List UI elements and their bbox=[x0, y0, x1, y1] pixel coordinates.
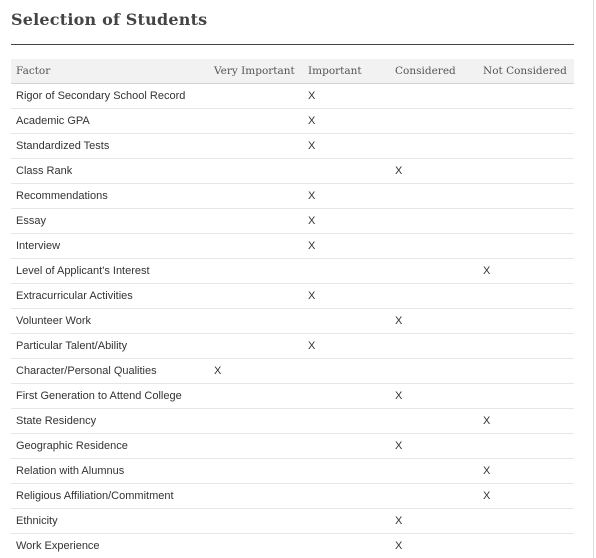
very-important-mark bbox=[209, 333, 303, 358]
important-mark: X bbox=[308, 339, 316, 352]
not-considered-mark bbox=[478, 433, 574, 458]
important-mark bbox=[303, 533, 390, 558]
very-important-mark: X bbox=[214, 364, 222, 377]
very-important-mark bbox=[209, 83, 303, 108]
table-row bbox=[11, 183, 574, 208]
considered-mark: X bbox=[395, 439, 403, 452]
table-row bbox=[11, 333, 574, 358]
table-row bbox=[11, 458, 574, 483]
considered-mark bbox=[390, 358, 478, 383]
very-important-mark bbox=[209, 533, 303, 558]
important-mark: X bbox=[308, 114, 316, 127]
table-row bbox=[11, 108, 574, 133]
factor-name: Level of Applicant's Interest bbox=[16, 264, 150, 277]
factor-name: Geographic Residence bbox=[16, 439, 128, 452]
very-important-mark bbox=[209, 283, 303, 308]
important-mark bbox=[303, 508, 390, 533]
factor-name: First Generation to Attend College bbox=[16, 389, 182, 402]
very-important-mark bbox=[209, 408, 303, 433]
section-title: Selection of Students bbox=[11, 10, 208, 29]
table-row bbox=[11, 283, 574, 308]
not-considered-mark bbox=[478, 333, 574, 358]
not-considered-mark bbox=[478, 233, 574, 258]
table-row bbox=[11, 483, 574, 508]
important-mark bbox=[303, 433, 390, 458]
considered-mark bbox=[390, 133, 478, 158]
factor-name: State Residency bbox=[16, 414, 97, 427]
not-considered-mark bbox=[478, 383, 574, 408]
factor-name: Relation with Alumnus bbox=[16, 464, 125, 477]
column-header-very-important: Very Important bbox=[214, 64, 295, 77]
important-mark bbox=[303, 308, 390, 333]
very-important-mark bbox=[209, 308, 303, 333]
considered-mark: X bbox=[395, 539, 403, 552]
not-considered-mark: X bbox=[483, 264, 491, 277]
important-mark bbox=[303, 383, 390, 408]
considered-mark: X bbox=[395, 389, 403, 402]
very-important-mark bbox=[209, 133, 303, 158]
important-mark: X bbox=[308, 214, 316, 227]
factor-name: Standardized Tests bbox=[16, 139, 110, 152]
not-considered-mark bbox=[478, 358, 574, 383]
not-considered-mark bbox=[478, 283, 574, 308]
column-header-important: Important bbox=[308, 64, 362, 77]
factor-name: Volunteer Work bbox=[16, 314, 92, 327]
important-mark: X bbox=[308, 239, 316, 252]
important-mark: X bbox=[308, 89, 316, 102]
factor-name: Academic GPA bbox=[16, 114, 90, 127]
factor-name: Class Rank bbox=[16, 164, 73, 177]
factor-name: Ethnicity bbox=[16, 514, 58, 527]
considered-mark bbox=[390, 108, 478, 133]
title-divider bbox=[11, 44, 574, 45]
important-mark bbox=[303, 458, 390, 483]
not-considered-mark: X bbox=[483, 464, 491, 477]
very-important-mark bbox=[209, 383, 303, 408]
table-row bbox=[11, 158, 574, 183]
not-considered-mark: X bbox=[483, 489, 491, 502]
important-mark bbox=[303, 358, 390, 383]
very-important-mark bbox=[209, 108, 303, 133]
not-considered-mark bbox=[478, 208, 574, 233]
table-row bbox=[11, 258, 574, 283]
considered-mark: X bbox=[395, 164, 403, 177]
very-important-mark bbox=[209, 258, 303, 283]
not-considered-mark bbox=[478, 508, 574, 533]
selection-factors-table bbox=[11, 59, 574, 558]
column-header-not-considered: Not Considered bbox=[483, 64, 567, 77]
important-mark bbox=[303, 483, 390, 508]
very-important-mark bbox=[209, 433, 303, 458]
factor-name: Extracurricular Activities bbox=[16, 289, 133, 302]
table-row bbox=[11, 133, 574, 158]
considered-mark bbox=[390, 208, 478, 233]
factor-name: Recommendations bbox=[16, 189, 108, 202]
important-mark bbox=[303, 408, 390, 433]
very-important-mark bbox=[209, 183, 303, 208]
important-mark: X bbox=[308, 189, 316, 202]
very-important-mark bbox=[209, 458, 303, 483]
considered-mark bbox=[390, 408, 478, 433]
very-important-mark bbox=[209, 208, 303, 233]
not-considered-mark: X bbox=[483, 414, 491, 427]
factor-name: Rigor of Secondary School Record bbox=[16, 89, 186, 102]
very-important-mark bbox=[209, 158, 303, 183]
table-row bbox=[11, 308, 574, 333]
important-mark: X bbox=[308, 139, 316, 152]
table-row bbox=[11, 508, 574, 533]
considered-mark bbox=[390, 258, 478, 283]
table-body bbox=[11, 83, 574, 558]
not-considered-mark bbox=[478, 533, 574, 558]
considered-mark: X bbox=[395, 514, 403, 527]
not-considered-mark bbox=[478, 83, 574, 108]
considered-mark bbox=[390, 333, 478, 358]
table-row bbox=[11, 533, 574, 558]
considered-mark bbox=[390, 283, 478, 308]
not-considered-mark bbox=[478, 108, 574, 133]
table-row bbox=[11, 433, 574, 458]
very-important-mark bbox=[209, 233, 303, 258]
table-row bbox=[11, 83, 574, 108]
factor-name: Character/Personal Qualities bbox=[16, 364, 157, 377]
considered-mark bbox=[390, 183, 478, 208]
factor-name: Religious Affiliation/Commitment bbox=[16, 489, 174, 502]
important-mark bbox=[303, 158, 390, 183]
table-row bbox=[11, 383, 574, 408]
table-row bbox=[11, 233, 574, 258]
header-row bbox=[11, 59, 574, 83]
table-row bbox=[11, 408, 574, 433]
very-important-mark bbox=[209, 508, 303, 533]
table-row bbox=[11, 208, 574, 233]
considered-mark bbox=[390, 233, 478, 258]
column-header-considered: Considered bbox=[395, 64, 456, 77]
considered-mark bbox=[390, 83, 478, 108]
factor-name: Interview bbox=[16, 239, 61, 252]
important-mark: X bbox=[308, 289, 316, 302]
considered-mark bbox=[390, 458, 478, 483]
factor-name: Work Experience bbox=[16, 539, 100, 552]
considered-mark bbox=[390, 483, 478, 508]
very-important-mark bbox=[209, 483, 303, 508]
column-header-factor: Factor bbox=[16, 64, 51, 77]
not-considered-mark bbox=[478, 308, 574, 333]
not-considered-mark bbox=[478, 133, 574, 158]
important-mark bbox=[303, 258, 390, 283]
factor-name: Particular Talent/Ability bbox=[16, 339, 128, 352]
considered-mark: X bbox=[395, 314, 403, 327]
table-header bbox=[11, 59, 574, 83]
table-row bbox=[11, 358, 574, 383]
factor-name: Essay bbox=[16, 214, 46, 227]
not-considered-mark bbox=[478, 183, 574, 208]
not-considered-mark bbox=[478, 158, 574, 183]
